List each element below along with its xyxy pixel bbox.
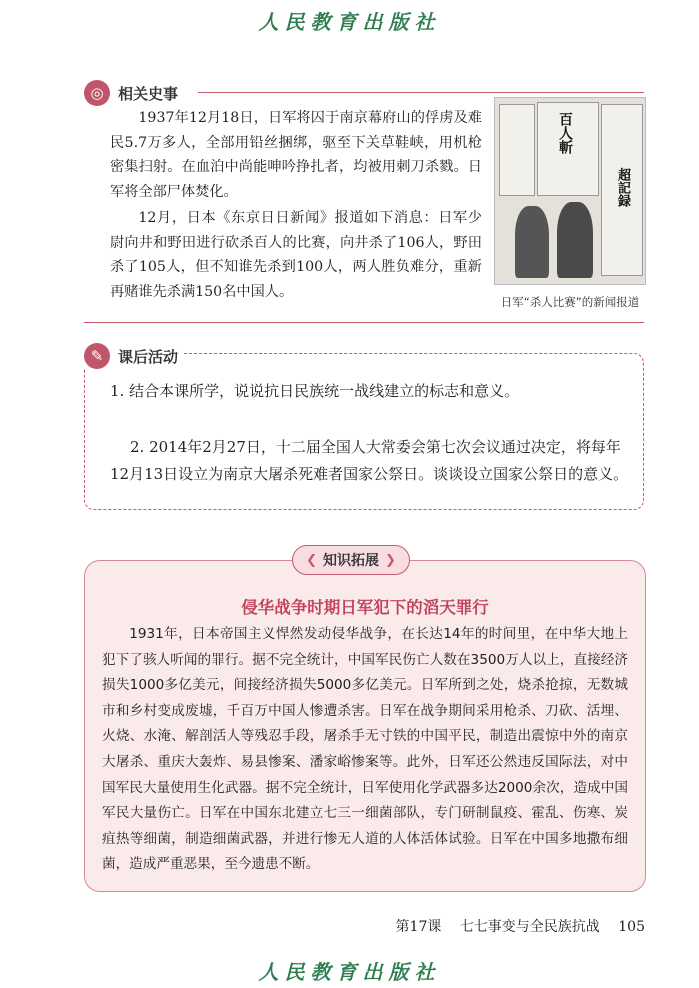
history-heading-rule bbox=[198, 92, 644, 93]
lesson-title: 七七事变与全民族抗战 bbox=[459, 919, 600, 935]
history-heading: 相关史事 bbox=[118, 84, 179, 103]
activity-heading: 课后活动 bbox=[118, 347, 179, 366]
activity-item-1: 1. 结合本课所学，说说抗日民族统一战线建立的标志和意义。 bbox=[110, 382, 520, 400]
chevron-left-icon: ❮ bbox=[306, 552, 317, 568]
activity-section-header bbox=[84, 343, 184, 369]
history-text bbox=[110, 106, 482, 304]
history-bottom-rule bbox=[84, 322, 644, 323]
history-section-header bbox=[84, 80, 178, 106]
history-icon: ◎ bbox=[84, 80, 110, 106]
photo-caption: 日军“杀人比赛”的新闻报道 bbox=[500, 295, 640, 309]
pencil-icon: ✎ bbox=[84, 343, 110, 369]
newspaper-photo: 百人斬 超記録 bbox=[494, 97, 646, 285]
knowledge-body: 1931年，日本帝国主义悍然发动侵华战争，在长达14年的时间里，在中华大地上犯下了骇人听闻的罪行。据不完全统计，中国军民伤亡人数在3500万人以上，直接经济损失1000多亿美元，间接经济损失5000多亿美元。日军所到之处，烧杀抢掠，无数城市和乡村变成废墟，千百万中国人惨遭杀害。日军在战争期间采用枪杀、刀砍、活埋、火烧、水淹、解剖活人等残忍手段，屠杀手无寸铁的中国平民，制造出震惊中外的南京大屠杀、重庆大轰炸、易县惨案、潘家峪惨案等。此外，日军还公然违反国际法，对中国军民大量使用生化武器。据不完全统计，日军使用化学武器多达2000余次，造成中国军民大量伤亡。日军在中国东北建立七三一细菌部队，专门研制鼠疫、霍乱、伤寒、炭疽热等细菌，制造细菌武器，并进行惨无人道的人体活体试验。日军在中国多地撒布细菌，造成严重恶果，至今遗患不断。 bbox=[102, 626, 628, 873]
publisher-logo-bottom: 人民教育出版社 bbox=[258, 960, 441, 984]
history-paragraph-1: 1937年12月18日，日军将囚于南京幕府山的俘虏及难民5.7万多人，全部用铅丝捆绑，驱至下关草鞋峡，用机枪密集扫射。在血泊中尚能呻吟挣扎者，均被用刺刀杀戮。日军将全部尸体焚化。 bbox=[110, 110, 482, 200]
chevron-right-icon: ❯ bbox=[385, 552, 396, 568]
page-footer bbox=[382, 916, 645, 936]
knowledge-tab bbox=[292, 545, 410, 575]
knowledge-tab-label: 知识拓展 bbox=[323, 553, 379, 569]
publisher-logo-top: 人民教育出版社 bbox=[258, 10, 441, 34]
history-paragraph-2: 12月，日本《东京日日新闻》报道如下消息：日军少尉向井和野田进行砍杀百人的比赛，向井杀了106人，野田杀了105人，但不知谁先杀到100人，两人胜负难分，重新再赌谁先杀满150名中国人。 bbox=[110, 210, 482, 300]
activity-item-2: 2. 2014年2月27日，十二届全国人大常委会第七次会议通过决定，将每年12月13日设立为南京大屠杀死难者国家公祭日。谈谈设立国家公祭日的意义。 bbox=[110, 438, 629, 483]
knowledge-title: 侵华战争时期日军犯下的滔天罪行 bbox=[241, 598, 489, 617]
lesson-number: 第17课 bbox=[395, 919, 442, 935]
page-number: 105 bbox=[618, 919, 645, 935]
